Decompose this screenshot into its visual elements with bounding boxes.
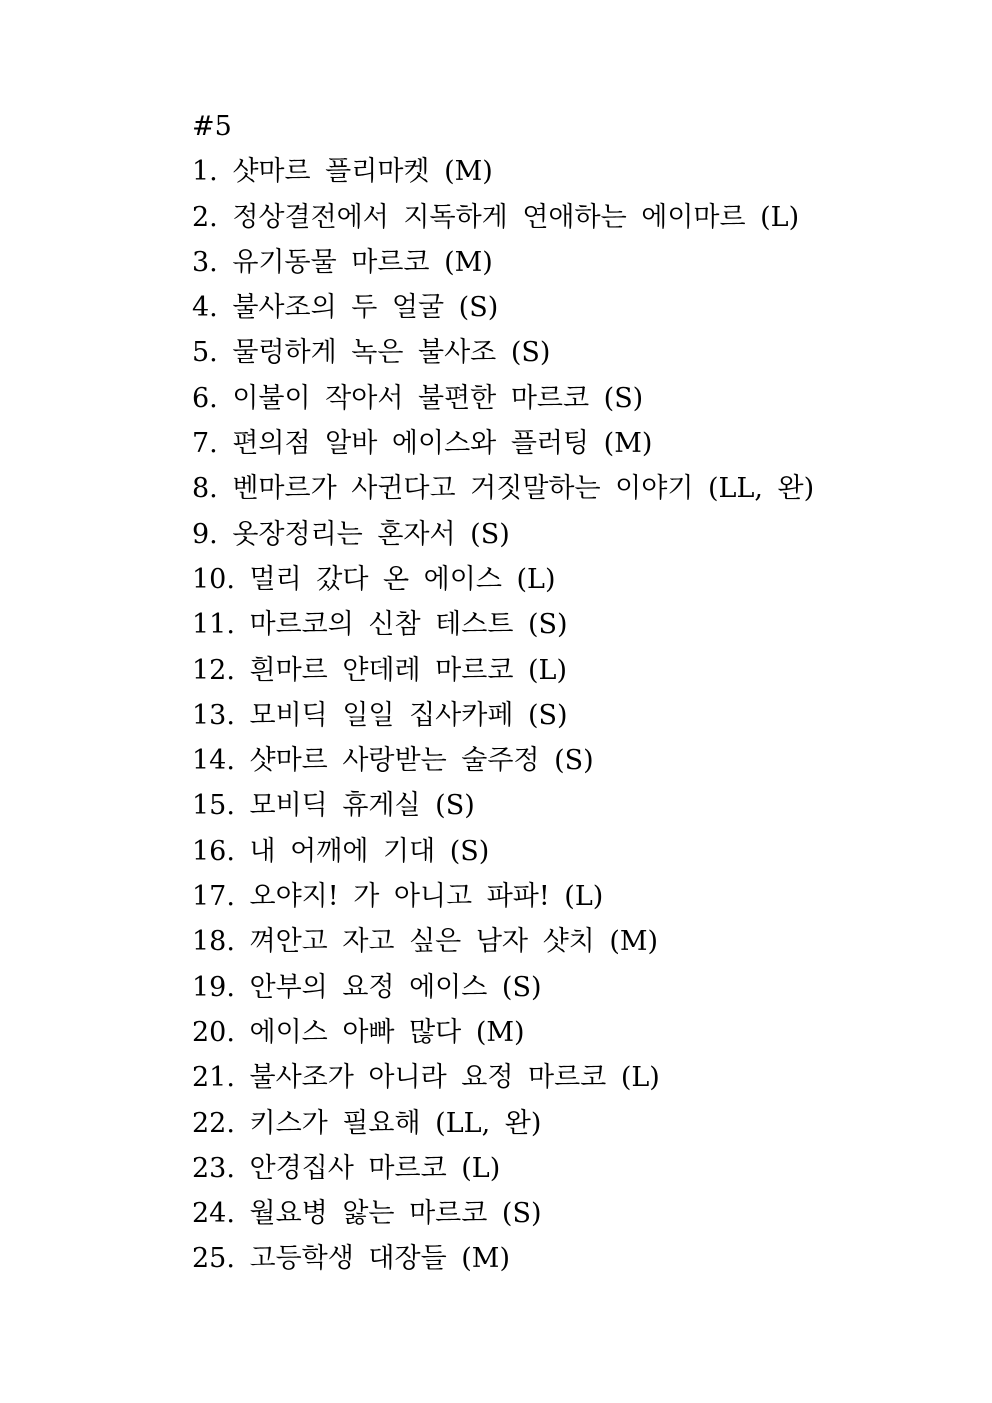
- story-list: [192, 149, 952, 1281]
- list-item: 23. 안경집사 마르코 (L): [192, 1152, 501, 1184]
- list-item: 11. 마르코의 신참 테스트 (S): [192, 609, 568, 641]
- list-item: 1. 샷마르 플리마켓 (M): [192, 156, 493, 188]
- list-item: 6. 이불이 작아서 불편한 마르코 (S): [192, 382, 644, 414]
- list-item: 20. 에이스 아빠 많다 (M): [192, 1016, 525, 1048]
- list-item: 22. 키스가 필요해 (LL, 완): [192, 1107, 542, 1139]
- list-item: 17. 오야지! 가 아니고 파파! (L): [192, 881, 604, 913]
- list-item: 9. 옷장정리는 혼자서 (S): [192, 518, 510, 550]
- list-item: 7. 편의점 알바 에이스와 플러팅 (M): [192, 428, 653, 460]
- list-item: 24. 월요병 앓는 마르코 (S): [192, 1198, 542, 1230]
- list-item: 5. 물렁하게 녹은 불사조 (S): [192, 337, 551, 369]
- list-item: 14. 샷마르 사랑받는 술주정 (S): [192, 745, 594, 777]
- list-item: 13. 모비딕 일일 집사카페 (S): [192, 699, 568, 731]
- section-heading: #5: [192, 111, 232, 142]
- list-item: 18. 껴안고 자고 싶은 남자 샷치 (M): [192, 926, 659, 958]
- list-item: 8. 벤마르가 사귄다고 거짓말하는 이야기 (LL, 완): [192, 473, 815, 505]
- list-item: 10. 멀리 갔다 온 에이스 (L): [192, 563, 556, 595]
- list-item: 15. 모비딕 휴게실 (S): [192, 790, 475, 822]
- list-item: 25. 고등학생 대장들 (M): [192, 1243, 510, 1275]
- document-body: [192, 104, 952, 1282]
- list-item: 12. 흰마르 얀데레 마르코 (L): [192, 654, 568, 686]
- list-item: 16. 내 어깨에 기대 (S): [192, 835, 490, 867]
- list-item: 4. 불사조의 두 얼굴 (S): [192, 292, 499, 324]
- list-item: 2. 정상결전에서 지독하게 연애하는 에이마르 (L): [192, 201, 800, 233]
- list-item: 21. 불사조가 아니라 요정 마르코 (L): [192, 1062, 660, 1094]
- list-item: 19. 안부의 요정 에이스 (S): [192, 971, 542, 1003]
- list-item: 3. 유기동물 마르코 (M): [192, 246, 493, 278]
